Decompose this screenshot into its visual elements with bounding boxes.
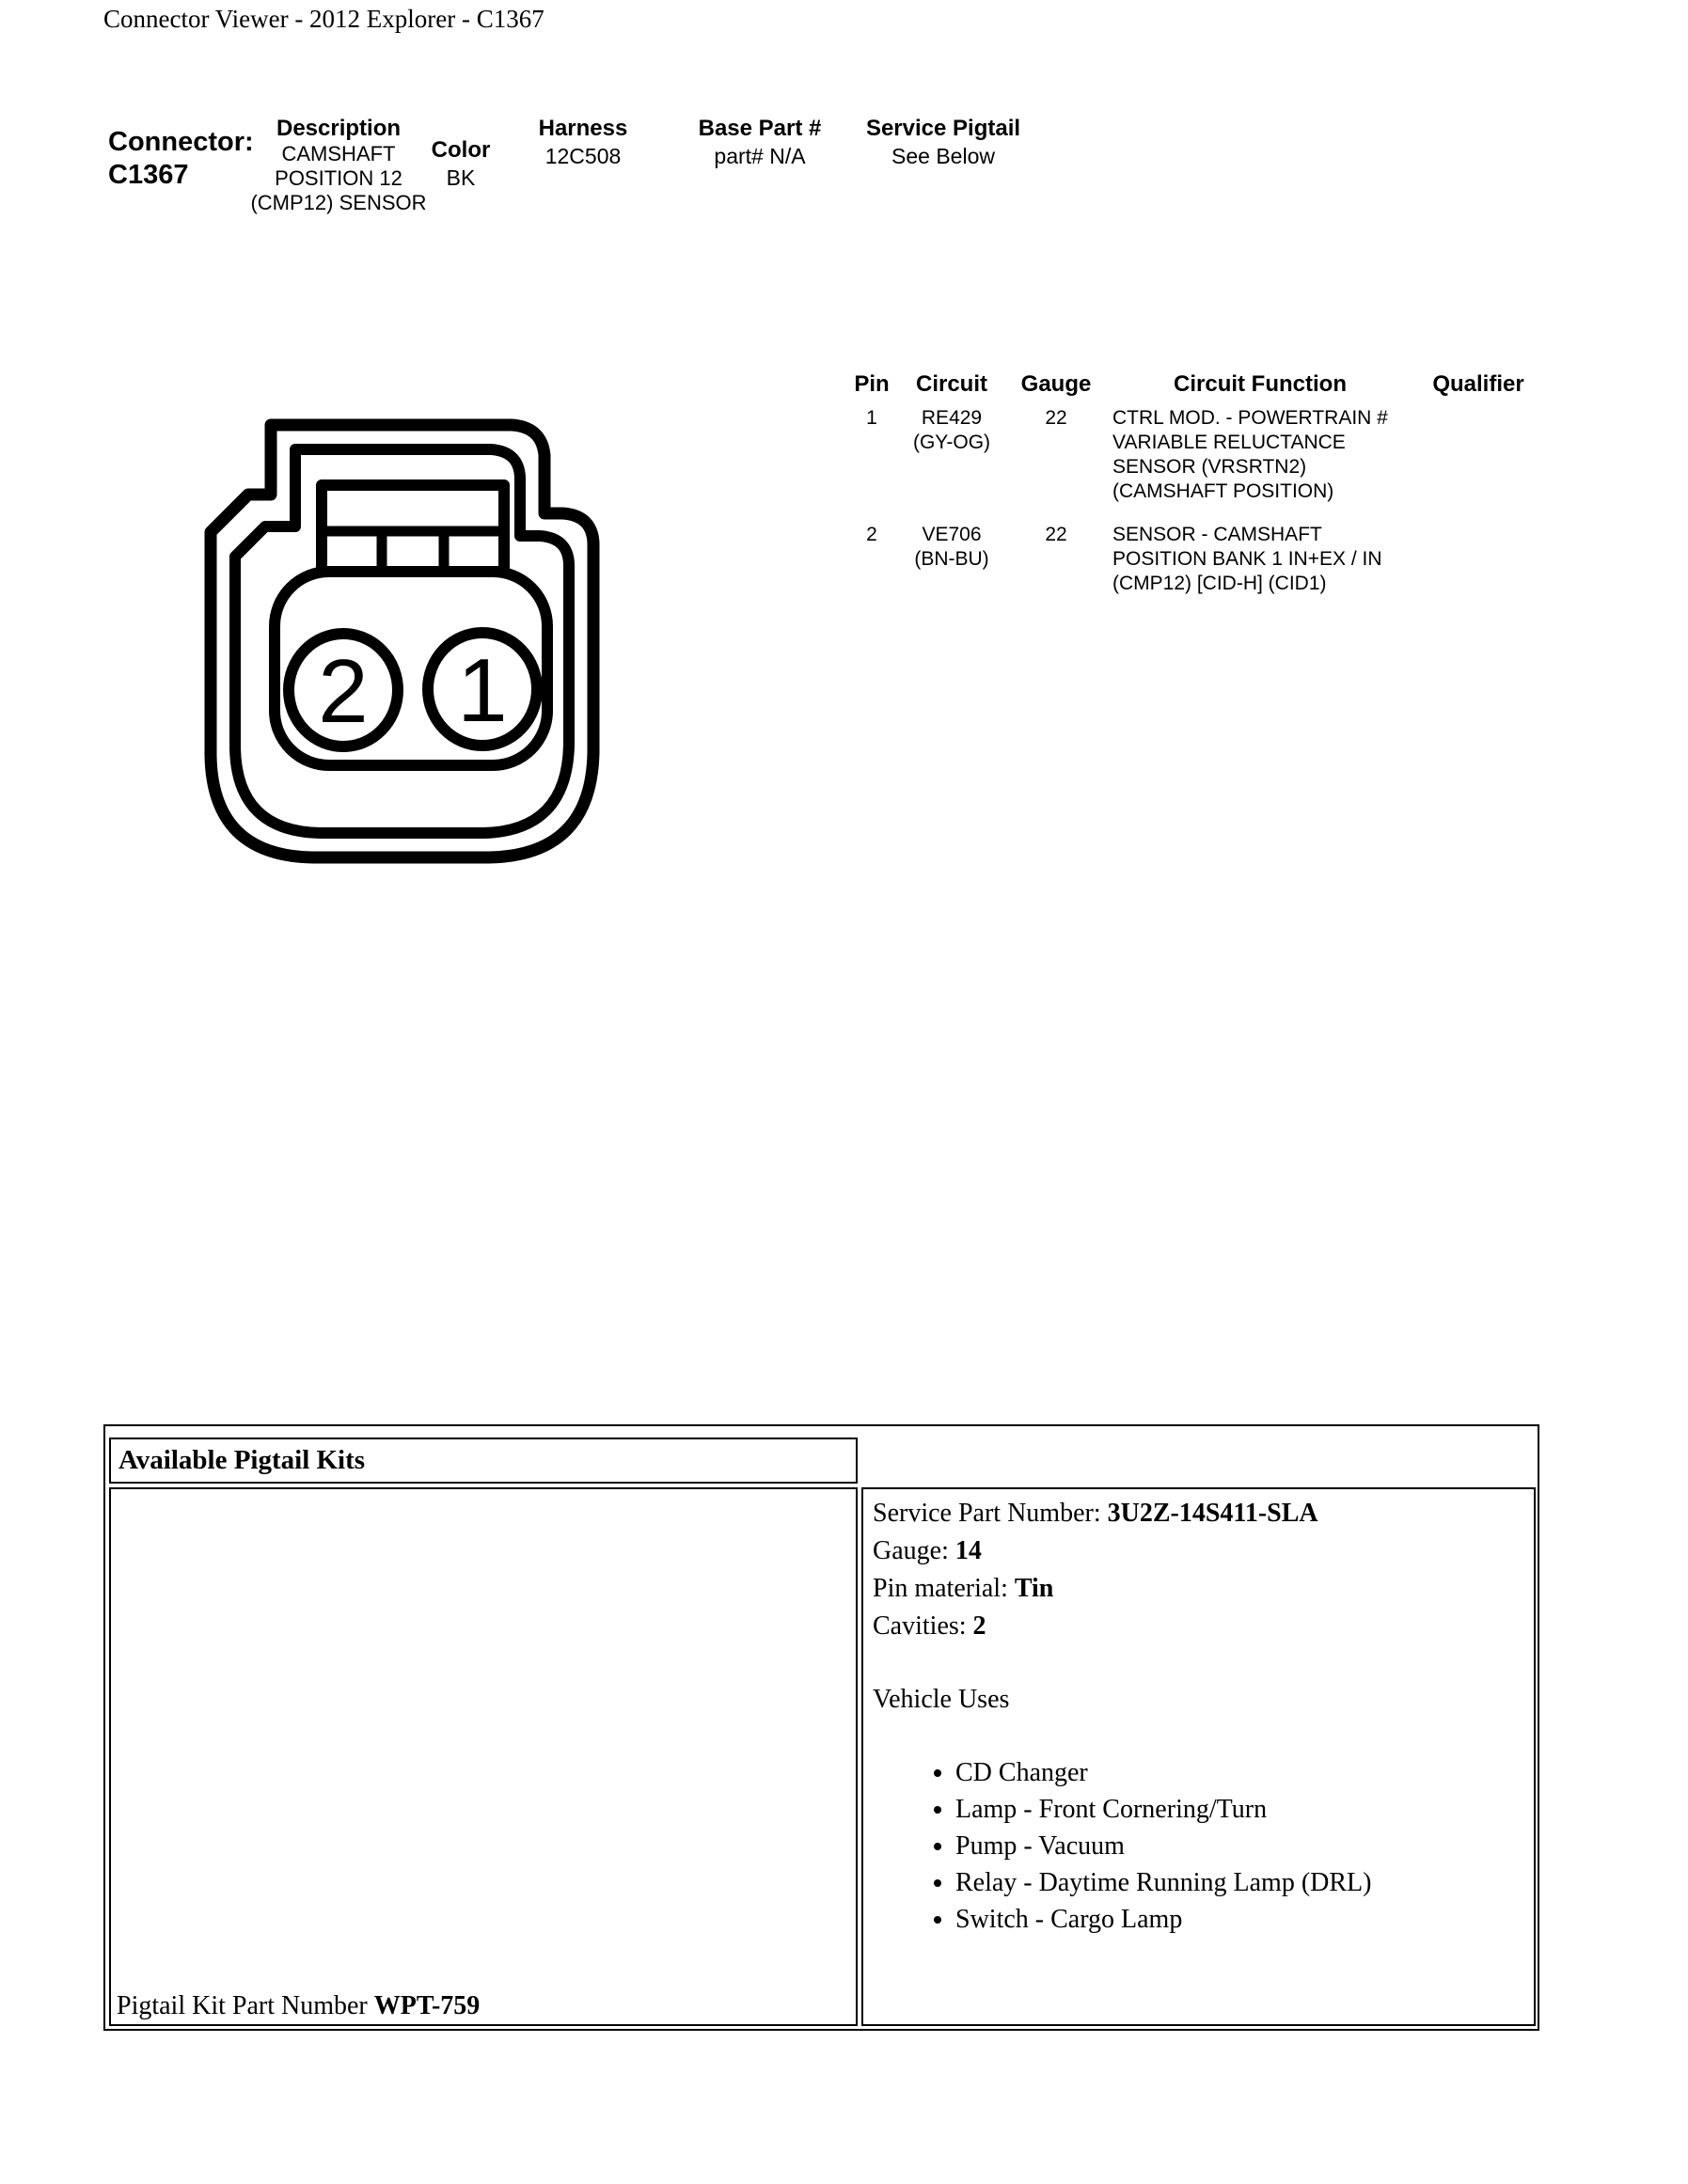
pigtail-kit-part-number-label: Pigtail Kit Part Number [117,1991,374,2020]
circuit-code: VE706 [922,524,982,545]
function-line: CTRL MOD. - POWERTRAIN # [1112,407,1388,429]
connector-face-diagram [160,395,781,1015]
pin-table-header-gauge: Gauge [1020,371,1092,397]
spacer [873,1719,1524,1754]
pigtail-kits-title-cell [109,1438,858,1484]
function-line: SENSOR - CAMSHAFT [1112,524,1322,545]
pigtail-kit-part-number-line [117,1991,480,2021]
pin-row-1-circuit [895,406,1008,455]
service-pigtail-value: See Below [891,144,995,168]
pin-material-value: Tin [1014,1574,1054,1603]
circuit-colors: (GY-OG) [912,432,991,453]
pin-row-2-function [1112,523,1423,596]
spacer [873,1645,1524,1681]
pigtail-kit-number-cell [109,1487,858,2026]
vehicle-uses-heading: Vehicle Uses [873,1685,1010,1714]
connector-heading [108,126,254,192]
pin-table-header-pin: Pin [854,371,890,397]
pin-row-1-pin: 1 [866,407,877,429]
gauge-label: Gauge: [873,1536,955,1565]
circuit-colors: (BN-BU) [914,548,989,570]
color-column-header: Color [431,137,491,163]
pin-row-1-gauge: 22 [1045,407,1067,429]
pigtail-kit-part-number-value: WPT-759 [373,1991,481,2020]
circuit-code: RE429 [921,407,983,429]
vehicle-use-item: • CD Changer [955,1754,1524,1791]
pin-row-1-function [1112,406,1423,504]
pin-table-header-function: Circuit Function [1174,371,1347,397]
function-line: (CMP12) [CID-H] (CID1) [1112,573,1327,594]
function-line: SENSOR (VRSRTN2) [1112,456,1307,478]
pin-row-2-circuit [895,523,1008,572]
base-part-column-header: Base Part # [698,116,822,141]
pin-row-2-pin: 2 [866,524,877,545]
vehicle-use-item: • Switch - Cargo Lamp [955,1901,1524,1938]
harness-value: 12C508 [544,144,622,168]
base-part-value: part# N/A [714,144,806,168]
gauge-value: 14 [954,1536,982,1565]
service-part-number-value: 3U2Z-14S411-SLA [1107,1499,1318,1528]
description-line: (CMP12) SENSOR [250,191,427,214]
service-pigtail-column-header: Service Pigtail [865,116,1021,141]
service-part-number-line [873,1495,1524,1532]
function-line: POSITION BANK 1 IN+EX / IN [1112,548,1382,570]
pin-material-line [873,1570,1524,1608]
service-part-number-label: Service Part Number: [873,1499,1108,1528]
pin-table-header-qualifier: Qualifier [1432,371,1524,397]
cavities-line [873,1608,1524,1645]
harness-column-header: Harness [538,116,628,141]
pin-material-label: Pin material: [873,1574,1015,1603]
description-line: CAMSHAFT [281,142,396,165]
vehicle-uses-list [873,1754,1524,1938]
pin-table-header-circuit: Circuit [915,371,987,397]
page-title: Connector Viewer - 2012 Explorer - C1367 [103,5,544,33]
cavities-label: Cavities: [873,1611,973,1641]
cavity-2-label: 2 [318,641,369,742]
vehicle-use-item: • Relay - Daytime Running Lamp (DRL) [955,1864,1524,1901]
pigtail-kit-details-cell [861,1487,1536,2026]
color-value: BK [446,165,476,190]
cavity-1-label: 1 [457,640,508,741]
function-line: VARIABLE RELUCTANCE [1112,432,1346,453]
vehicle-use-item: • Lamp - Front Cornering/Turn [955,1791,1524,1828]
gauge-line [873,1532,1524,1570]
pigtail-kits-title: Available Pigtail Kits [118,1445,366,1475]
cavities-value: 2 [972,1611,986,1641]
pin-row-2-gauge: 22 [1045,524,1067,545]
description-line: POSITION 12 [275,166,402,190]
vehicle-use-item: • Pump - Vacuum [955,1828,1524,1864]
function-line: (CAMSHAFT POSITION) [1112,480,1334,502]
description-value [233,142,444,215]
connector-id: C1367 [108,160,189,190]
description-column-header: Description [276,116,402,141]
connector-heading-label: Connector: [108,127,254,157]
